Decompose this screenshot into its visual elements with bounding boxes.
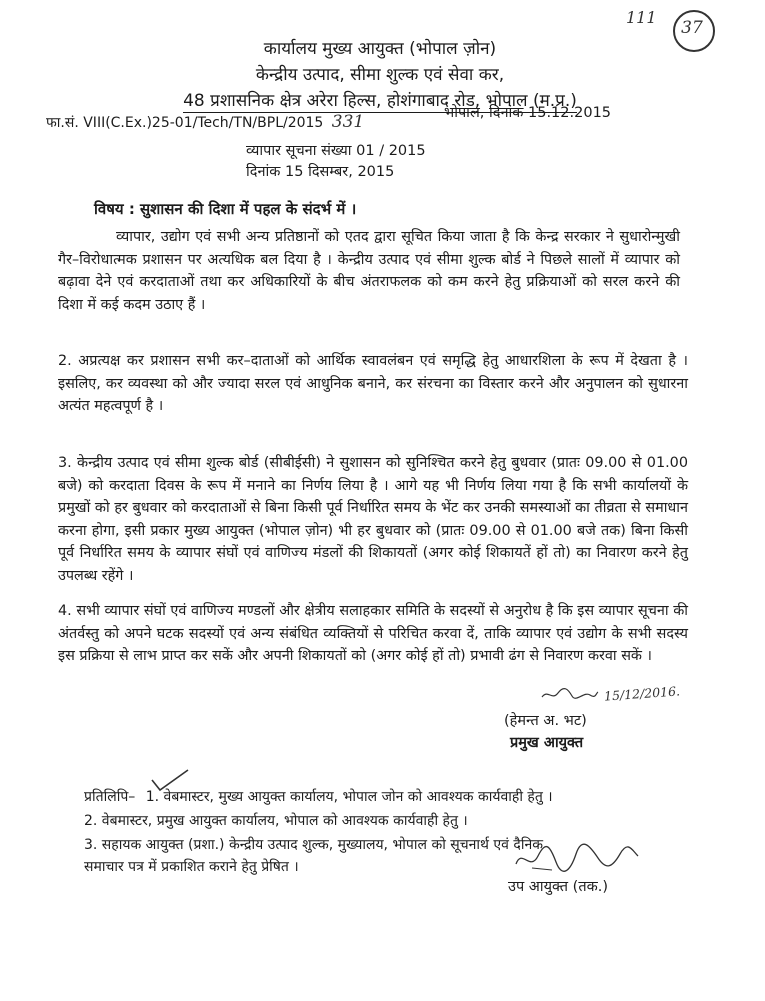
copy-to-item-1: 1. वेबमास्टर, मुख्य आयुक्त कार्यालय, भोपाल जोन को आवश्यक कार्यवाही हेतु । <box>145 789 553 805</box>
paragraph-3 <box>58 452 688 587</box>
paragraph-1 <box>58 226 680 316</box>
signatory-name: (हेमन्त अ. भट) <box>504 713 587 729</box>
deputy-designation: उप आयुक्त (तक.) <box>508 879 608 895</box>
office-name: कार्यालय मुख्य आयुक्त (भोपाल ज़ोन) <box>263 39 497 59</box>
paragraph-4-text: 4. सभी व्यापार संघों एवं वाणिज्य मण्डलों और क्षेत्रीय सलाहकार समिति के सदस्यों से अनुरोध है कि इस व्यापार सूचना की अंतर्वस्तु को अपने घटक सदस्यों एवं अन्य संबंधित व्यक्तियों से परिचित करवा दें, ताकि व्यापार एवं उद्योग के सभी सदस्य इस प्रक्रिया से लाभ प्राप्त कर सकें और अपनी शिकायतों को (अगर कोई हों तो) प्रभावी ढंग से निवारण करवा सकें । <box>58 603 688 664</box>
notice-number: व्यापार सूचना संख्या 01 / 2015 <box>246 143 426 159</box>
signatory-designation: प्रमुख आयुक्त <box>510 735 584 751</box>
subject-line: विषय : सुशासन की दिशा में पहल के संदर्भ में । <box>94 200 357 218</box>
deputy-signature-scribble <box>512 842 642 876</box>
copy-to-prefix: प्रतिलिपि– <box>84 789 136 805</box>
copy-to-item-2: 2. वेबमास्टर, प्रमुख आयुक्त कार्यालय, भोपाल को आवश्यक कार्यवाही हेतु । <box>84 813 468 829</box>
file-reference-handwritten: 331 <box>331 112 365 132</box>
paragraph-3-text: 3. केन्द्रीय उत्पाद एवं सीमा शुल्क बोर्ड (सीबीईसी) ने सुशासन को सुनिश्चित करने हेतु बुधवार (प्रातः 09.00 से 01.00 बजे) को करदाता दिवस के रूप में मनाने का निर्णय लिया है । आगे यह भी निर्णय लिया गया है कि सभी कार्यालयों के प्रमुखों को हर बुधवार को करदाताओं से बिना किसी पूर्व निर्धारित समय के भेंट कर उनकी समस्याओं का तीव्रता से समाधान करना होगा, इसी प्रकार मुख्य आयुक्त (भोपाल ज़ोन) भी हर बुधवार को (प्रातः 09.00 से 01.00 बजे तक) बिना किसी पूर्व निर्धारित समय के व्यापार संघों एवं वाणिज्य मंडलों की शिकायतों (अगर कोई शिकायतें हों तो) का निवारण करने हेतु उपलब्ध रहेंगे । <box>58 455 688 584</box>
department-name: केन्द्रीय उत्पाद, सीमा शुल्क एवं सेवा कर, <box>255 65 505 85</box>
notice-date: दिनांक 15 दिसम्बर, 2015 <box>246 164 395 180</box>
paragraph-2 <box>58 350 688 418</box>
paragraph-2-text: 2. अप्रत्यक्ष कर प्रशासन सभी कर–दाताओं को आर्थिक स्वावलंबन एवं समृद्धि हेतु आधारशिला के रूप में देखता है । इसलिए, कर व्यवस्था को और ज्यादा सरल एवं आधुनिक बनाने, कर संरचना का विस्तार करने और अनुपालन को सुधारना अत्यंत महत्वपूर्ण है । <box>58 353 688 414</box>
file-reference <box>46 112 364 132</box>
page-number: 111 <box>626 8 657 27</box>
issue-date: भोपाल, दिनांक 15.12.2015 <box>444 105 612 121</box>
paragraph-1-text: व्यापार, उद्योग एवं सभी अन्य प्रतिष्ठानों को एतद द्वारा सूचित किया जाता है कि केन्द्र सरकार ने सुधारोन्मुखी गैर–विरोधात्मक प्रशासन पर अत्यधिक बल दिया है । केन्द्रीय उत्पाद एवं सीमा शुल्क बोर्ड ने पिछले सालों में व्यापार को बढ़ावा देने एवं करदाताओं तथा कर अधिकारियों के बीच अंतराफलक को कम करने हेतु प्रक्रियाओं को सरल करने की दिशा में कई कदम उठाए हैं । <box>58 229 680 313</box>
file-reference-text: फा.सं. VIII(C.Ex.)25-01/Tech/TN/BPL/2015 <box>46 115 324 131</box>
folio-number: 37 <box>681 18 703 38</box>
copy-to-item-3b: समाचार पत्र में प्रकाशित कराने हेतु प्रेषित । <box>84 859 299 875</box>
signature-date: 15/12/2016. <box>603 683 681 704</box>
signature-scribble <box>540 686 600 700</box>
checkmark-icon <box>150 768 190 794</box>
paragraph-4 <box>58 600 688 668</box>
office-address-text: 48 प्रशासनिक क्षेत्र अरेरा हिल्स, होशंगाबाद रोड, भोपाल (म.प्र.) <box>183 91 577 111</box>
copy-to-item-3a: 3. सहायक आयुक्त (प्रशा.) केन्द्रीय उत्पाद शुल्क, मुख्यालय, भोपाल को सूचनार्थ एवं दैनिक <box>84 837 543 853</box>
